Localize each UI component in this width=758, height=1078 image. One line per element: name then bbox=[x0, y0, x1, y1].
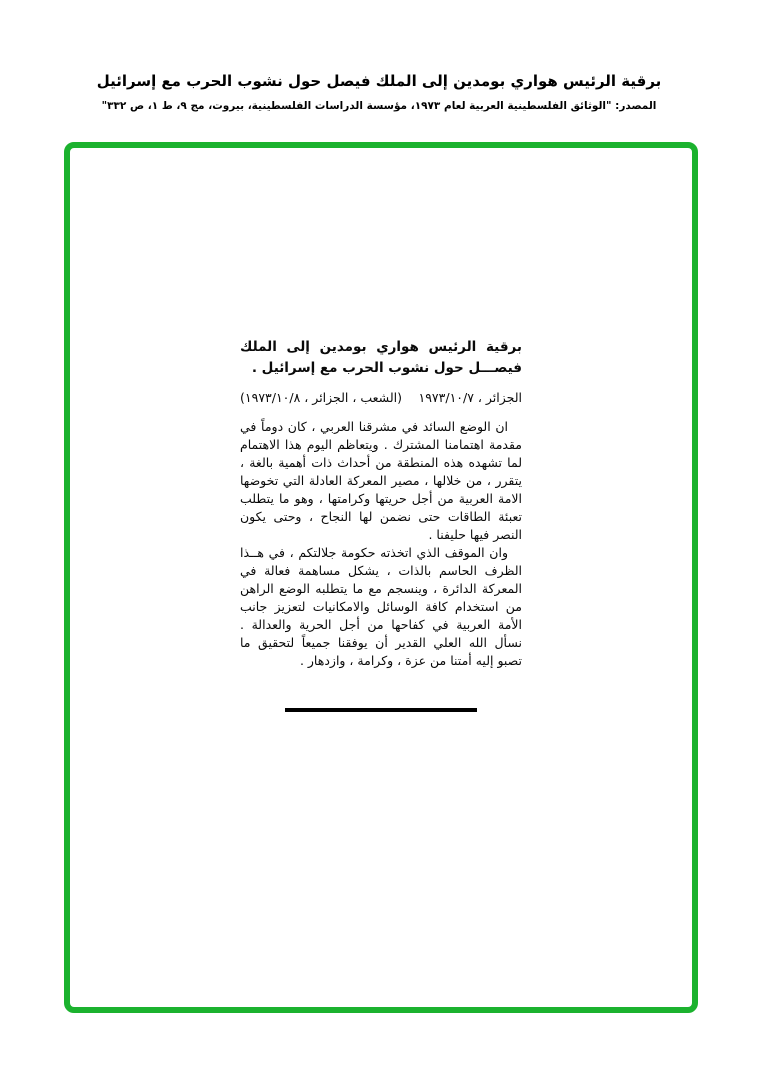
page-title: برقية الرئيس هواري بومدين إلى الملك فيصل حول نشوب الحرب مع إسرائيل bbox=[96, 72, 662, 90]
dateline bbox=[240, 389, 522, 407]
dateline-place-date: الجزائر ، ١٩٧٣/١٠/٧ bbox=[418, 390, 522, 405]
telegram-title: برقية الرئيس هواري بومدين إلى الملك فيصـــل حول نشوب الحرب مع إسرائيل . bbox=[240, 339, 522, 376]
page-header bbox=[0, 70, 758, 114]
dateline-publication: (الشعب ، الجزائر ، ١٩٧٣/١٠/٨) bbox=[240, 390, 402, 405]
telegram-text-block bbox=[240, 337, 522, 712]
end-rule bbox=[285, 708, 477, 712]
telegram-paragraph-2: وان الموقف الذي اتخذته حكومة جلالتكم ، في هــذا الظرف الحاسم بالذات ، يشكل مساهمة فعالة في المعركة الدائرة ، وينسجم مع ما يتطلبه الوضع الراهن من استخدام كافة الوسائل والامكانيات لتعزيز جانب الأمة العربية في كفاحها من أجل الحرية والعدالة . نسأل الله العلي القدير أن يوفقنا جميعاً لتحقيق ما تصبو إليه أمتنا من عزة ، وكرامة ، وازدهار . bbox=[240, 545, 522, 668]
source-citation: المصدر: "الوثائق الفلسطينية العربية لعام ١٩٧٣، مؤسسة الدراسات الفلسطينية، بيروت، مج ٩، ط ١، ص ٣٣٢" bbox=[101, 100, 657, 112]
scanned-document-frame bbox=[64, 142, 698, 1013]
telegram-paragraph-1: ان الوضع السائد في مشرقنا العربي ، كان دوماً في مقدمة اهتمامنا المشترك . ويتعاظم اليوم هذا الاهتمام لما تشهده هذه المنطقة من أحداث ذات أهمية بالغة ، يتقرر ، من خلالها ، مصير المعركة العادلة التي تخوضها الامة العربية من أجل حريتها وكرامتها ، وهو ما يتطلب تعبئة الطاقات حتى نضمن لها النجاح ، وحتى يكون النصر فيها حليفنا . bbox=[240, 419, 522, 542]
